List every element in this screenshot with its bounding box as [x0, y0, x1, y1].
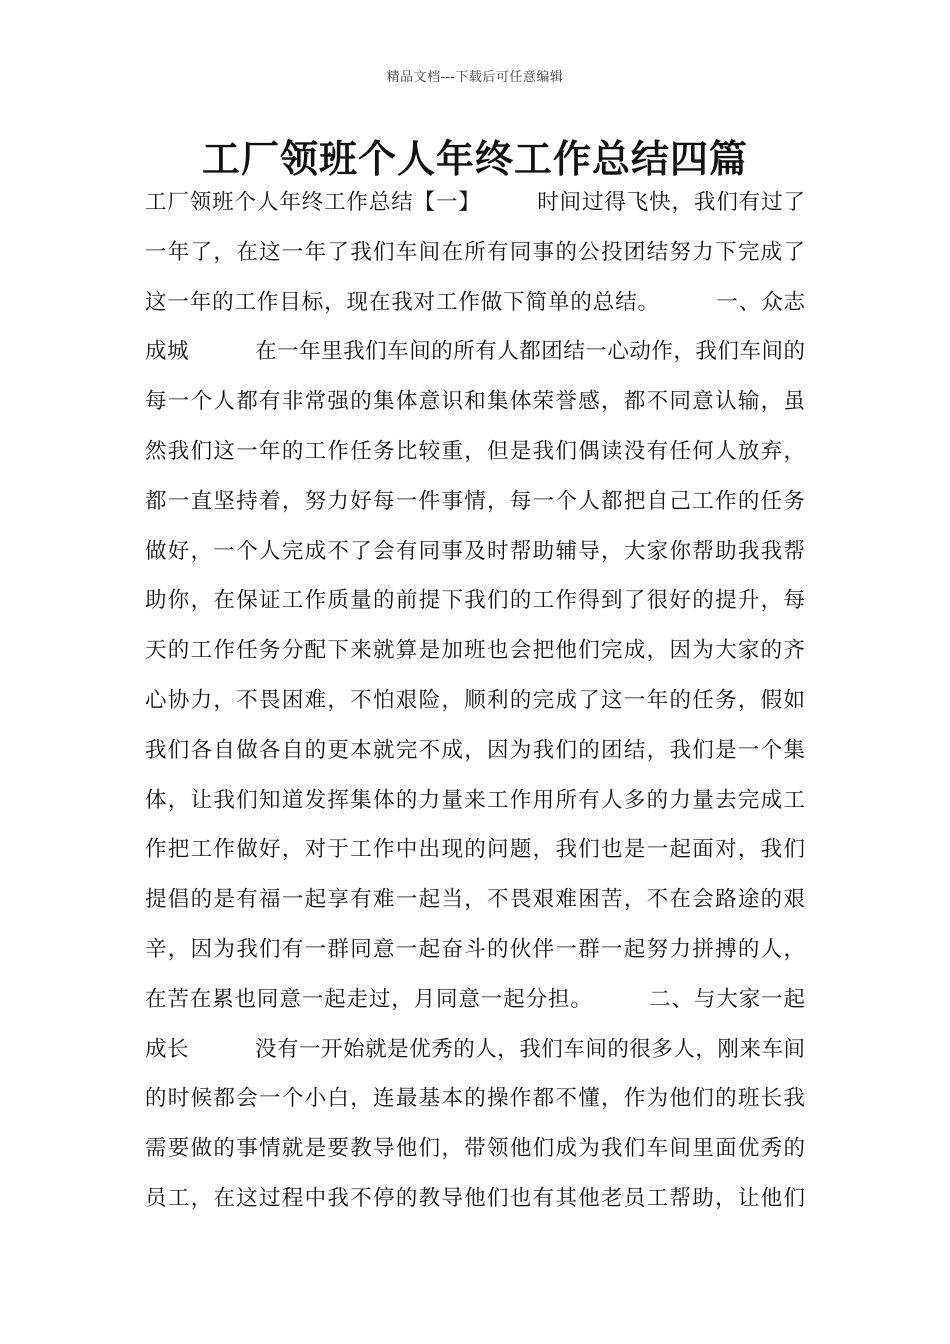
body-line: 心协力，不畏困难，不怕艰险，顺利的完成了这一年的任务，假如 [145, 687, 805, 713]
body-line: 在苦在累也同意一起走过，月同意一起分担。 二、与大家一起 [145, 986, 805, 1012]
body-line: 工厂领班个人年终工作总结【一】 时间过得飞快，我们有过了 [145, 190, 805, 215]
document-title: 工厂领班个人年终工作总结四篇 [201, 136, 748, 181]
body-line: 需要做的事情就是要教导他们，带领他们成为我们车间里面优秀的 [145, 1136, 805, 1162]
body-line: 助你，在保证工作质量的前提下我们的工作得到了很好的提升，每 [145, 588, 805, 614]
body-line: 天的工作任务分配下来就算是加班也会把他们完成，因为大家的齐 [145, 638, 805, 664]
body-line: 每一个人都有非常强的集体意识和集体荣誉感，都不同意认输，虽 [145, 389, 805, 415]
body-line: 我们各自做各自的更本就完不成，因为我们的团结，我们是一个集 [145, 737, 805, 763]
body-line: 的时候都会一个小白，连最基本的操作都不懂，作为他们的班长我 [145, 1086, 805, 1112]
body-line: 一年了，在这一年了我们车间在所有同事的公投团结努力下完成了 [145, 239, 805, 265]
body-line: 做好，一个人完成不了会有同事及时帮助辅导，大家你帮助我我帮 [145, 538, 805, 564]
body-line: 辛，因为我们有一群同意一起奋斗的伙伴一群一起努力拼搏的人， [145, 936, 805, 962]
document-body [145, 178, 805, 1224]
body-line: 成长 没有一开始就是优秀的人，我们车间的很多人，刚来车间 [145, 1036, 805, 1062]
body-line: 成城 在一年里我们车间的所有人都团结一心动作，我们车间的 [145, 339, 805, 365]
body-line: 提倡的是有福一起享有难一起当，不畏艰难困苦，不在会路途的艰 [145, 887, 805, 913]
body-line: 员工，在这过程中我不停的教导他们也有其他老员工帮助，让他们 [145, 1185, 805, 1211]
body-line: 作把工作做好，对于工作中出现的问题，我们也是一起面对，我们 [145, 837, 805, 863]
body-line: 然我们这一年的工作任务比较重，但是我们偶读没有任何人放弃， [145, 438, 805, 464]
body-line: 都一直坚持着，努力好每一件事情，每一个人都把自己工作的任务 [145, 488, 805, 514]
body-line: 这一年的工作目标，现在我对工作做下简单的总结。 一、众志 [145, 289, 805, 315]
body-line: 体，让我们知道发挥集体的力量来工作用所有人多的力量去完成工 [145, 787, 805, 813]
page-header: 精品文档---下载后可任意编辑 [386, 70, 564, 85]
